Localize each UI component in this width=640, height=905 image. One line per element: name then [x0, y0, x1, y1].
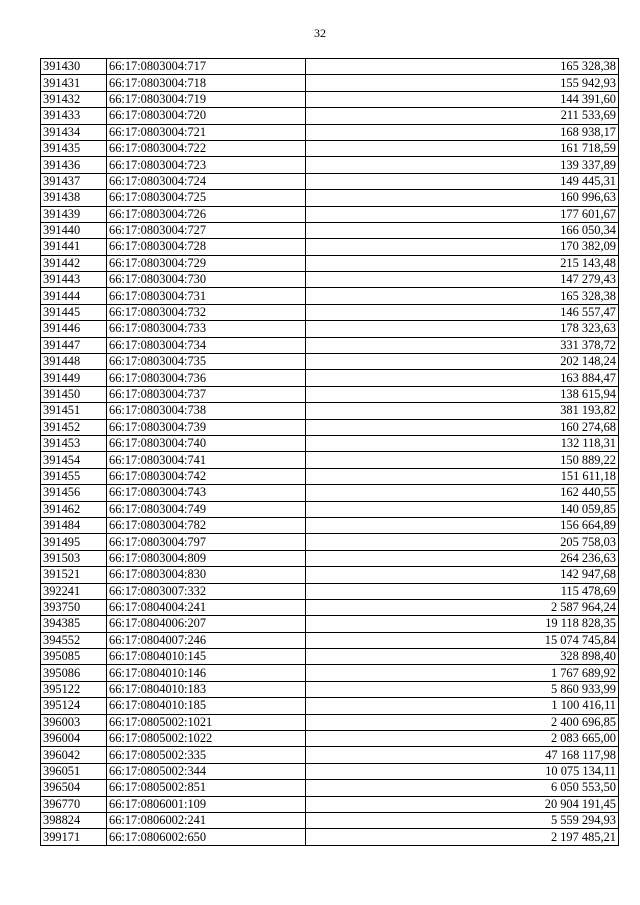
table-row: [41, 403, 619, 419]
cadastral-number-cell: 66:17:0806001:109: [107, 796, 306, 812]
cadastral-number-cell: 66:17:0803004:731: [107, 288, 306, 304]
row-id-cell: 391452: [41, 419, 107, 435]
row-id-cell: 391444: [41, 288, 107, 304]
cadastral-value-cell: 2 083 665,00: [306, 731, 619, 747]
cadastral-value-cell: 2 400 696,85: [306, 714, 619, 730]
row-id-cell: 396042: [41, 747, 107, 763]
table-row: [41, 534, 619, 550]
table-row: [41, 485, 619, 501]
cadastral-number-cell: 66:17:0805002:344: [107, 763, 306, 779]
table-row: [41, 370, 619, 386]
cadastral-number-cell: 66:17:0803007:332: [107, 583, 306, 599]
cadastral-value-cell: 5 860 933,99: [306, 681, 619, 697]
table-row: [41, 206, 619, 222]
cadastral-number-cell: 66:17:0803004:733: [107, 321, 306, 337]
cadastral-number-cell: 66:17:0803004:724: [107, 173, 306, 189]
cadastral-number-cell: 66:17:0803004:742: [107, 468, 306, 484]
cadastral-value-cell: 19 118 828,35: [306, 616, 619, 632]
cadastral-number-cell: 66:17:0804010:185: [107, 698, 306, 714]
cadastral-number-cell: 66:17:0803004:740: [107, 435, 306, 451]
cadastral-number-cell: 66:17:0803004:737: [107, 386, 306, 402]
table-row: [41, 59, 619, 75]
cadastral-value-cell: 160 996,63: [306, 190, 619, 206]
row-id-cell: 391430: [41, 59, 107, 75]
table-row: [41, 501, 619, 517]
cadastral-value-table: [40, 58, 619, 846]
cadastral-value-cell: 2 587 964,24: [306, 599, 619, 615]
cadastral-number-cell: 66:17:0803004:735: [107, 354, 306, 370]
cadastral-value-cell: 151 611,18: [306, 468, 619, 484]
cadastral-value-cell: 170 382,09: [306, 239, 619, 255]
cadastral-number-cell: 66:17:0806002:650: [107, 829, 306, 845]
cadastral-value-cell: 20 904 191,45: [306, 796, 619, 812]
row-id-cell: 391431: [41, 75, 107, 91]
cadastral-number-cell: 66:17:0804004:241: [107, 599, 306, 615]
row-id-cell: 391451: [41, 403, 107, 419]
cadastral-value-cell: 162 440,55: [306, 485, 619, 501]
row-id-cell: 395122: [41, 681, 107, 697]
row-id-cell: 396004: [41, 731, 107, 747]
cadastral-value-cell: 1 767 689,92: [306, 665, 619, 681]
cadastral-number-cell: 66:17:0806002:241: [107, 812, 306, 828]
cadastral-value-cell: 215 143,48: [306, 255, 619, 271]
table-row: [41, 190, 619, 206]
cadastral-value-cell: 115 478,69: [306, 583, 619, 599]
row-id-cell: 393750: [41, 599, 107, 615]
cadastral-value-cell: 5 559 294,93: [306, 812, 619, 828]
table-row: [41, 681, 619, 697]
cadastral-number-cell: 66:17:0803004:730: [107, 272, 306, 288]
cadastral-value-cell: 160 274,68: [306, 419, 619, 435]
cadastral-value-cell: 156 664,89: [306, 517, 619, 533]
table-row: [41, 812, 619, 828]
row-id-cell: 392241: [41, 583, 107, 599]
cadastral-value-cell: 381 193,82: [306, 403, 619, 419]
table-row: [41, 173, 619, 189]
cadastral-value-cell: 205 758,03: [306, 534, 619, 550]
row-id-cell: 396003: [41, 714, 107, 730]
table-row: [41, 288, 619, 304]
cadastral-value-cell: 328 898,40: [306, 649, 619, 665]
table-row: [41, 796, 619, 812]
row-id-cell: 391495: [41, 534, 107, 550]
table-row: [41, 157, 619, 173]
cadastral-number-cell: 66:17:0803004:739: [107, 419, 306, 435]
table-body: [41, 59, 619, 846]
cadastral-value-cell: 165 328,38: [306, 288, 619, 304]
row-id-cell: 391446: [41, 321, 107, 337]
row-id-cell: 391436: [41, 157, 107, 173]
cadastral-number-cell: 66:17:0804010:183: [107, 681, 306, 697]
table-row: [41, 435, 619, 451]
cadastral-value-cell: 149 445,31: [306, 173, 619, 189]
table-row: [41, 222, 619, 238]
cadastral-number-cell: 66:17:0803004:732: [107, 304, 306, 320]
cadastral-value-cell: 155 942,93: [306, 75, 619, 91]
cadastral-number-cell: 66:17:0803004:741: [107, 452, 306, 468]
table-row: [41, 731, 619, 747]
table-row: [41, 91, 619, 107]
table-row: [41, 75, 619, 91]
row-id-cell: 391445: [41, 304, 107, 320]
cadastral-number-cell: 66:17:0803004:728: [107, 239, 306, 255]
row-id-cell: 394552: [41, 632, 107, 648]
cadastral-value-cell: 178 323,63: [306, 321, 619, 337]
cadastral-value-cell: 163 884,47: [306, 370, 619, 386]
cadastral-value-cell: 168 938,17: [306, 124, 619, 140]
table-row: [41, 304, 619, 320]
table-row: [41, 747, 619, 763]
table-row: [41, 780, 619, 796]
row-id-cell: 391434: [41, 124, 107, 140]
cadastral-value-cell: 166 050,34: [306, 222, 619, 238]
table-row: [41, 829, 619, 845]
cadastral-number-cell: 66:17:0803004:725: [107, 190, 306, 206]
cadastral-value-cell: 1 100 416,11: [306, 698, 619, 714]
table-row: [41, 632, 619, 648]
table-row: [41, 649, 619, 665]
cadastral-number-cell: 66:17:0805002:1021: [107, 714, 306, 730]
cadastral-value-cell: 144 391,60: [306, 91, 619, 107]
table-row: [41, 599, 619, 615]
row-id-cell: 391432: [41, 91, 107, 107]
row-id-cell: 391433: [41, 108, 107, 124]
row-id-cell: 391454: [41, 452, 107, 468]
cadastral-number-cell: 66:17:0803004:738: [107, 403, 306, 419]
cadastral-number-cell: 66:17:0803004:721: [107, 124, 306, 140]
cadastral-value-cell: 202 148,24: [306, 354, 619, 370]
cadastral-value-cell: 47 168 117,98: [306, 747, 619, 763]
cadastral-number-cell: 66:17:0803004:749: [107, 501, 306, 517]
cadastral-value-cell: 150 889,22: [306, 452, 619, 468]
table-row: [41, 255, 619, 271]
row-id-cell: 391484: [41, 517, 107, 533]
cadastral-value-cell: 6 050 553,50: [306, 780, 619, 796]
table-row: [41, 140, 619, 156]
cadastral-number-cell: 66:17:0803004:718: [107, 75, 306, 91]
cadastral-value-cell: 132 118,31: [306, 435, 619, 451]
cadastral-number-cell: 66:17:0803004:830: [107, 567, 306, 583]
cadastral-number-cell: 66:17:0803004:717: [107, 59, 306, 75]
table-row: [41, 452, 619, 468]
table-row: [41, 550, 619, 566]
cadastral-number-cell: 66:17:0804007:246: [107, 632, 306, 648]
table-row: [41, 616, 619, 632]
row-id-cell: 391456: [41, 485, 107, 501]
page-number: 32: [314, 26, 326, 40]
cadastral-value-cell: 161 718,59: [306, 140, 619, 156]
cadastral-number-cell: 66:17:0803004:743: [107, 485, 306, 501]
cadastral-value-cell: 138 615,94: [306, 386, 619, 402]
cadastral-number-cell: 66:17:0805002:335: [107, 747, 306, 763]
cadastral-number-cell: 66:17:0803004:727: [107, 222, 306, 238]
table-row: [41, 239, 619, 255]
cadastral-number-cell: 66:17:0804010:145: [107, 649, 306, 665]
table-row: [41, 665, 619, 681]
table-row: [41, 698, 619, 714]
row-id-cell: 391437: [41, 173, 107, 189]
row-id-cell: 391448: [41, 354, 107, 370]
cadastral-number-cell: 66:17:0803004:720: [107, 108, 306, 124]
table-row: [41, 108, 619, 124]
row-id-cell: 394385: [41, 616, 107, 632]
row-id-cell: 395124: [41, 698, 107, 714]
cadastral-number-cell: 66:17:0803004:719: [107, 91, 306, 107]
table-row: [41, 763, 619, 779]
table-row: [41, 517, 619, 533]
cadastral-number-cell: 66:17:0803004:729: [107, 255, 306, 271]
table-row: [41, 468, 619, 484]
cadastral-value-cell: 139 337,89: [306, 157, 619, 173]
cadastral-number-cell: 66:17:0803004:723: [107, 157, 306, 173]
row-id-cell: 395085: [41, 649, 107, 665]
row-id-cell: 391447: [41, 337, 107, 353]
row-id-cell: 398824: [41, 812, 107, 828]
row-id-cell: 391442: [41, 255, 107, 271]
cadastral-number-cell: 66:17:0803004:736: [107, 370, 306, 386]
cadastral-value-cell: 264 236,63: [306, 550, 619, 566]
row-id-cell: 391435: [41, 140, 107, 156]
row-id-cell: 396770: [41, 796, 107, 812]
row-id-cell: 391521: [41, 567, 107, 583]
cadastral-number-cell: 66:17:0803004:809: [107, 550, 306, 566]
cadastral-value-cell: 10 075 134,11: [306, 763, 619, 779]
table-row: [41, 567, 619, 583]
cadastral-value-cell: 15 074 745,84: [306, 632, 619, 648]
row-id-cell: 391440: [41, 222, 107, 238]
cadastral-value-cell: 211 533,69: [306, 108, 619, 124]
cadastral-number-cell: 66:17:0803004:722: [107, 140, 306, 156]
row-id-cell: 391438: [41, 190, 107, 206]
cadastral-value-cell: 177 601,67: [306, 206, 619, 222]
cadastral-number-cell: 66:17:0804010:146: [107, 665, 306, 681]
cadastral-value-cell: 331 378,72: [306, 337, 619, 353]
row-id-cell: 391453: [41, 435, 107, 451]
table-row: [41, 321, 619, 337]
row-id-cell: 391455: [41, 468, 107, 484]
row-id-cell: 395086: [41, 665, 107, 681]
table-row: [41, 714, 619, 730]
row-id-cell: 396051: [41, 763, 107, 779]
row-id-cell: 391450: [41, 386, 107, 402]
cadastral-number-cell: 66:17:0805002:1022: [107, 731, 306, 747]
table-row: [41, 419, 619, 435]
table-row: [41, 124, 619, 140]
cadastral-number-cell: 66:17:0805002:851: [107, 780, 306, 796]
cadastral-value-cell: 146 557,47: [306, 304, 619, 320]
table-row: [41, 272, 619, 288]
cadastral-value-cell: 142 947,68: [306, 567, 619, 583]
table-row: [41, 337, 619, 353]
cadastral-number-cell: 66:17:0803004:782: [107, 517, 306, 533]
row-id-cell: 391441: [41, 239, 107, 255]
table-row: [41, 583, 619, 599]
table-row: [41, 354, 619, 370]
row-id-cell: 391462: [41, 501, 107, 517]
row-id-cell: 391503: [41, 550, 107, 566]
cadastral-number-cell: 66:17:0804006:207: [107, 616, 306, 632]
cadastral-value-cell: 165 328,38: [306, 59, 619, 75]
row-id-cell: 399171: [41, 829, 107, 845]
row-id-cell: 391443: [41, 272, 107, 288]
cadastral-number-cell: 66:17:0803004:797: [107, 534, 306, 550]
cadastral-number-cell: 66:17:0803004:734: [107, 337, 306, 353]
row-id-cell: 391449: [41, 370, 107, 386]
cadastral-value-cell: 2 197 485,21: [306, 829, 619, 845]
cadastral-value-cell: 147 279,43: [306, 272, 619, 288]
row-id-cell: 396504: [41, 780, 107, 796]
cadastral-number-cell: 66:17:0803004:726: [107, 206, 306, 222]
row-id-cell: 391439: [41, 206, 107, 222]
cadastral-value-cell: 140 059,85: [306, 501, 619, 517]
table-row: [41, 386, 619, 402]
